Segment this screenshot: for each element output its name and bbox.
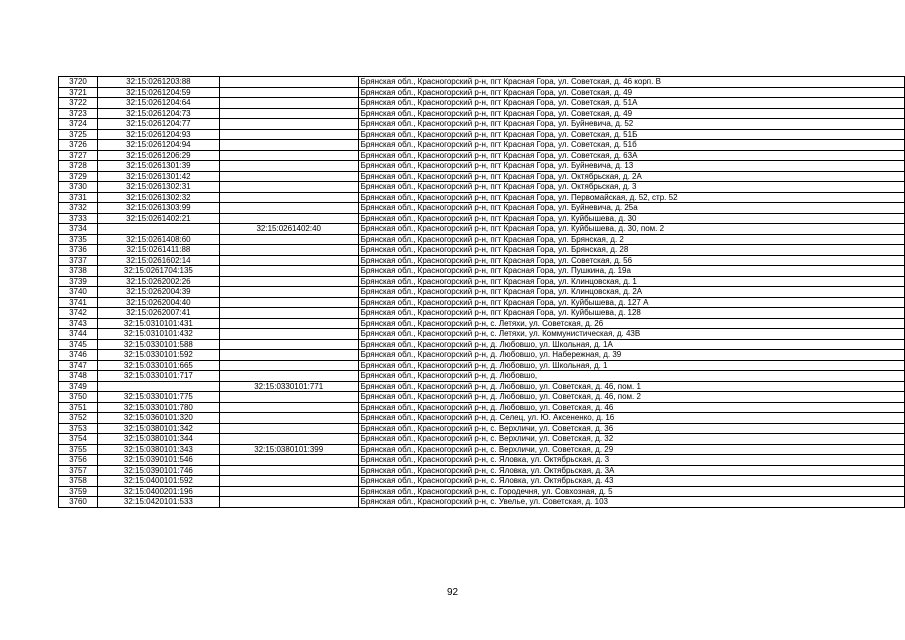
address-cell: Брянская обл., Красногорский р-н, с. Летяхи, ул. Коммунистическая, д. 43В [358, 329, 904, 340]
cadastral-number-cell: 32:15:0390101:746 [97, 465, 219, 476]
cadastral-number-cell: 32:15:0261302:31 [97, 182, 219, 193]
row-number-cell: 3726 [59, 140, 98, 151]
related-cadastral-number-cell [219, 245, 358, 256]
table-row [59, 98, 905, 109]
row-number-cell: 3725 [59, 129, 98, 140]
cadastral-number-cell: 32:15:0262002:26 [97, 276, 219, 287]
cadastral-number-cell: 32:15:0261301:42 [97, 171, 219, 182]
related-cadastral-number-cell [219, 77, 358, 88]
related-cadastral-number-cell [219, 266, 358, 277]
cadastral-number-cell: 32:15:0261204:94 [97, 140, 219, 151]
address-cell: Брянская обл., Красногорский р-н, пгт Красная Гора, ул. Первомайская, д. 52, стр. 52 [358, 192, 904, 203]
address-cell: Брянская обл., Красногорский р-н, пгт Красная Гора, ул. Советская, д. 49 [358, 87, 904, 98]
related-cadastral-number-cell [219, 350, 358, 361]
cadastral-number-cell: 32:15:0330101:592 [97, 350, 219, 361]
cadastral-number-cell [97, 381, 219, 392]
cadastral-number-cell: 32:15:0380101:344 [97, 434, 219, 445]
table-row [59, 413, 905, 424]
address-cell: Брянская обл., Красногорский р-н, пгт Красная Гора, ул. Буйневича, д. 13 [358, 161, 904, 172]
row-number-cell: 3737 [59, 255, 98, 266]
related-cadastral-number-cell [219, 423, 358, 434]
related-cadastral-number-cell [219, 371, 358, 382]
address-cell: Брянская обл., Красногорский р-н, пгт Красная Гора, ул. Советская, д. 63А [358, 150, 904, 161]
address-cell: Брянская обл., Красногорский р-н, д. Селец, ул. Ю. Аксененко, д. 16 [358, 413, 904, 424]
related-cadastral-number-cell [219, 297, 358, 308]
related-cadastral-number-cell [219, 192, 358, 203]
cadastral-number-cell: 32:15:0262007:41 [97, 308, 219, 319]
cadastral-number-cell: 32:15:0261303:99 [97, 203, 219, 214]
cadastral-number-cell: 32:15:0310101:431 [97, 318, 219, 329]
related-cadastral-number-cell [219, 402, 358, 413]
address-cell: Брянская обл., Красногорский р-н, пгт Красная Гора, ул. Советская, д. 51Б [358, 129, 904, 140]
table-row [59, 192, 905, 203]
table-row [59, 402, 905, 413]
related-cadastral-number-cell: 32:15:0330101:771 [219, 381, 358, 392]
cadastral-number-cell: 32:15:0390101:546 [97, 455, 219, 466]
related-cadastral-number-cell [219, 339, 358, 350]
address-cell: Брянская обл., Красногорский р-н, д. Любовшо, ул. Школьная, д. 1А [358, 339, 904, 350]
address-cell: Брянская обл., Красногорский р-н, д. Любовшо, ул. Школьная, д. 1 [358, 360, 904, 371]
address-cell: Брянская обл., Красногорский р-н, пгт Красная Гора, ул. Клинцовская, д. 1 [358, 276, 904, 287]
address-cell: Брянская обл., Красногорский р-н, пгт Красная Гора, ул. Буйневича, д. 25а [358, 203, 904, 214]
row-number-cell: 3731 [59, 192, 98, 203]
cadastral-number-cell: 32:15:0330101:717 [97, 371, 219, 382]
address-cell: Брянская обл., Красногорский р-н, д. Любовшо, [358, 371, 904, 382]
address-cell: Брянская обл., Красногорский р-н, с. Увелье, ул. Советская, д. 103 [358, 497, 904, 508]
table-row [59, 255, 905, 266]
row-number-cell: 3760 [59, 497, 98, 508]
table-row [59, 203, 905, 214]
table-row [59, 360, 905, 371]
related-cadastral-number-cell [219, 276, 358, 287]
table-row [59, 318, 905, 329]
cadastral-number-cell: 32:15:0261704:135 [97, 266, 219, 277]
related-cadastral-number-cell [219, 318, 358, 329]
row-number-cell: 3732 [59, 203, 98, 214]
table-row [59, 287, 905, 298]
row-number-cell: 3738 [59, 266, 98, 277]
table-row [59, 87, 905, 98]
table-row [59, 266, 905, 277]
cadastral-number-cell: 32:15:0261206:29 [97, 150, 219, 161]
row-number-cell: 3750 [59, 392, 98, 403]
row-number-cell: 3739 [59, 276, 98, 287]
table-row [59, 329, 905, 340]
address-cell: Брянская обл., Красногорский р-н, пгт Красная Гора, ул. Брянская, д. 2 [358, 234, 904, 245]
related-cadastral-number-cell [219, 150, 358, 161]
address-cell: Брянская обл., Красногорский р-н, пгт Красная Гора, ул. Буйневича, д. 52 [358, 119, 904, 130]
cadastral-number-cell: 32:15:0380101:342 [97, 423, 219, 434]
row-number-cell: 3736 [59, 245, 98, 256]
address-cell: Брянская обл., Красногорский р-н, с. Верхличи, ул. Советская, д. 36 [358, 423, 904, 434]
related-cadastral-number-cell [219, 455, 358, 466]
address-cell: Брянская обл., Красногорский р-н, пгт Красная Гора, ул. Октябрьская, д. 2А [358, 171, 904, 182]
related-cadastral-number-cell [219, 87, 358, 98]
address-cell: Брянская обл., Красногорский р-н, пгт Красная Гора, ул. Брянская, д. 28 [358, 245, 904, 256]
row-number-cell: 3735 [59, 234, 98, 245]
related-cadastral-number-cell [219, 287, 358, 298]
cadastral-number-cell: 32:15:0330101:588 [97, 339, 219, 350]
address-cell: Брянская обл., Красногорский р-н, пгт Красная Гора, ул. Советская, д. 46 корп. В [358, 77, 904, 88]
address-cell: Брянская обл., Красногорский р-н, пгт Красная Гора, ул. Пушкина, д. 19а [358, 266, 904, 277]
row-number-cell: 3729 [59, 171, 98, 182]
related-cadastral-number-cell [219, 497, 358, 508]
row-number-cell: 3730 [59, 182, 98, 193]
table-row [59, 392, 905, 403]
address-cell: Брянская обл., Красногорский р-н, д. Любовшо, ул. Советская, д. 46, пом. 1 [358, 381, 904, 392]
cadastral-number-cell: 32:15:0262004:39 [97, 287, 219, 298]
address-cell: Брянская обл., Красногорский р-н, с. Яловка, ул. Октябрьская, д. 3 [358, 455, 904, 466]
cadastral-number-cell: 32:15:0400101:592 [97, 476, 219, 487]
row-number-cell: 3746 [59, 350, 98, 361]
address-cell: Брянская обл., Красногорский р-н, пгт Красная Гора, ул. Клинцовская, д. 2А [358, 287, 904, 298]
cadastral-number-cell: 32:15:0261602:14 [97, 255, 219, 266]
related-cadastral-number-cell [219, 392, 358, 403]
address-cell: Брянская обл., Красногорский р-н, д. Любовшо, ул. Советская, д. 46 [358, 402, 904, 413]
related-cadastral-number-cell [219, 486, 358, 497]
related-cadastral-number-cell [219, 465, 358, 476]
row-number-cell: 3721 [59, 87, 98, 98]
row-number-cell: 3740 [59, 287, 98, 298]
page-number: 92 [446, 587, 459, 598]
row-number-cell: 3744 [59, 329, 98, 340]
cadastral-number-cell: 32:15:0261204:59 [97, 87, 219, 98]
row-number-cell: 3733 [59, 213, 98, 224]
table-row [59, 476, 905, 487]
table-row [59, 308, 905, 319]
row-number-cell: 3728 [59, 161, 98, 172]
table-row [59, 77, 905, 88]
row-number-cell: 3743 [59, 318, 98, 329]
row-number-cell: 3745 [59, 339, 98, 350]
cadastral-number-cell: 32:15:0261203:88 [97, 77, 219, 88]
related-cadastral-number-cell [219, 98, 358, 109]
table-row [59, 339, 905, 350]
related-cadastral-number-cell [219, 171, 358, 182]
cadastral-number-cell: 32:15:0261204:64 [97, 98, 219, 109]
table-row [59, 234, 905, 245]
cadastral-number-cell [97, 224, 219, 235]
cadastral-number-cell: 32:15:0261204:77 [97, 119, 219, 130]
table-row [59, 224, 905, 235]
cadastral-number-cell: 32:15:0261204:73 [97, 108, 219, 119]
table-row [59, 371, 905, 382]
related-cadastral-number-cell [219, 434, 358, 445]
row-number-cell: 3724 [59, 119, 98, 130]
table-row [59, 465, 905, 476]
address-cell: Брянская обл., Красногорский р-н, пгт Красная Гора, ул. Советская, д. 51б [358, 140, 904, 151]
cadastral-number-cell: 32:15:0261402:21 [97, 213, 219, 224]
address-cell: Брянская обл., Красногорский р-н, пгт Красная Гора, ул. Советская, д. 56 [358, 255, 904, 266]
table-row [59, 350, 905, 361]
related-cadastral-number-cell [219, 476, 358, 487]
table-row [59, 434, 905, 445]
row-number-cell: 3727 [59, 150, 98, 161]
table-body [59, 77, 905, 508]
table-row [59, 245, 905, 256]
address-cell: Брянская обл., Красногорский р-н, с. Городечня, ул. Совхозная, д. 5 [358, 486, 904, 497]
row-number-cell: 3753 [59, 423, 98, 434]
related-cadastral-number-cell [219, 129, 358, 140]
related-cadastral-number-cell [219, 308, 358, 319]
row-number-cell: 3720 [59, 77, 98, 88]
address-cell: Брянская обл., Красногорский р-н, с. Верхличи, ул. Советская, д. 29 [358, 444, 904, 455]
table-row [59, 108, 905, 119]
table-row [59, 182, 905, 193]
address-cell: Брянская обл., Красногорский р-н, пгт Красная Гора, ул. Куйбышева, д. 127 А [358, 297, 904, 308]
table-row [59, 161, 905, 172]
cadastral-number-cell: 32:15:0261408:60 [97, 234, 219, 245]
related-cadastral-number-cell [219, 213, 358, 224]
row-number-cell: 3723 [59, 108, 98, 119]
row-number-cell: 3752 [59, 413, 98, 424]
table-row [59, 140, 905, 151]
address-cell: Брянская обл., Красногорский р-н, пгт Красная Гора, ул. Советская, д. 51А [358, 98, 904, 109]
related-cadastral-number-cell [219, 108, 358, 119]
table-row [59, 171, 905, 182]
row-number-cell: 3757 [59, 465, 98, 476]
related-cadastral-number-cell [219, 329, 358, 340]
row-number-cell: 3741 [59, 297, 98, 308]
table-row [59, 444, 905, 455]
row-number-cell: 3722 [59, 98, 98, 109]
related-cadastral-number-cell [219, 203, 358, 214]
cadastral-number-cell: 32:15:0360101:320 [97, 413, 219, 424]
table-row [59, 297, 905, 308]
table-row [59, 455, 905, 466]
related-cadastral-number-cell [219, 234, 358, 245]
cadastral-number-cell: 32:15:0261302:32 [97, 192, 219, 203]
related-cadastral-number-cell [219, 182, 358, 193]
row-number-cell: 3751 [59, 402, 98, 413]
cadastral-number-cell: 32:15:0330101:665 [97, 360, 219, 371]
row-number-cell: 3758 [59, 476, 98, 487]
row-number-cell: 3748 [59, 371, 98, 382]
related-cadastral-number-cell [219, 413, 358, 424]
address-cell: Брянская обл., Красногорский р-н, с. Летяхи, ул. Советская, д. 26 [358, 318, 904, 329]
cadastral-number-cell: 32:15:0261204:93 [97, 129, 219, 140]
table-row [59, 213, 905, 224]
table-row [59, 486, 905, 497]
related-cadastral-number-cell [219, 161, 358, 172]
row-number-cell: 3754 [59, 434, 98, 445]
table-row [59, 423, 905, 434]
related-cadastral-number-cell [219, 119, 358, 130]
row-number-cell: 3747 [59, 360, 98, 371]
address-cell: Брянская обл., Красногорский р-н, д. Любовшо, ул. Советская, д. 46, пом. 2 [358, 392, 904, 403]
cadastral-number-cell: 32:15:0400201:196 [97, 486, 219, 497]
address-cell: Брянская обл., Красногорский р-н, с. Верхличи, ул. Советская, д. 32 [358, 434, 904, 445]
cadastral-number-cell: 32:15:0380101:343 [97, 444, 219, 455]
related-cadastral-number-cell: 32:15:0261402:40 [219, 224, 358, 235]
row-number-cell: 3734 [59, 224, 98, 235]
row-number-cell: 3749 [59, 381, 98, 392]
row-number-cell: 3755 [59, 444, 98, 455]
related-cadastral-number-cell [219, 140, 358, 151]
cadastral-number-cell: 32:15:0330101:780 [97, 402, 219, 413]
cadastral-number-cell: 32:15:0261411:88 [97, 245, 219, 256]
row-number-cell: 3756 [59, 455, 98, 466]
address-cell: Брянская обл., Красногорский р-н, пгт Красная Гора, ул. Советская, д. 49 [358, 108, 904, 119]
cadastral-number-cell: 32:15:0310101:432 [97, 329, 219, 340]
address-cell: Брянская обл., Красногорский р-н, пгт Красная Гора, ул. Октябрьская, д. 3 [358, 182, 904, 193]
cadastral-number-cell: 32:15:0261301:39 [97, 161, 219, 172]
cadastral-number-cell: 32:15:0420101:533 [97, 497, 219, 508]
table-row [59, 497, 905, 508]
related-cadastral-number-cell: 32:15:0380101:399 [219, 444, 358, 455]
table-row [59, 276, 905, 287]
address-cell: Брянская обл., Красногорский р-н, д. Любовшо, ул. Набережная, д. 39 [358, 350, 904, 361]
address-cell: Брянская обл., Красногорский р-н, с. Яловка, ул. Октябрьская, д. 3А [358, 465, 904, 476]
related-cadastral-number-cell [219, 360, 358, 371]
row-number-cell: 3742 [59, 308, 98, 319]
cadastral-number-cell: 32:15:0330101:775 [97, 392, 219, 403]
address-cell: Брянская обл., Красногорский р-н, с. Яловка, ул. Октябрьская, д. 43 [358, 476, 904, 487]
table-row [59, 150, 905, 161]
table-row [59, 119, 905, 130]
address-cell: Брянская обл., Красногорский р-н, пгт Красная Гора, ул. Куйбышева, д. 128 [358, 308, 904, 319]
address-cell: Брянская обл., Красногорский р-н, пгт Красная Гора, ул. Куйбышева, д. 30 [358, 213, 904, 224]
address-cell: Брянская обл., Красногорский р-н, пгт Красная Гора, ул. Куйбышева, д. 30, пом. 2 [358, 224, 904, 235]
row-number-cell: 3759 [59, 486, 98, 497]
related-cadastral-number-cell [219, 255, 358, 266]
cadastral-table [58, 76, 905, 508]
table-row [59, 129, 905, 140]
table-row [59, 381, 905, 392]
cadastral-number-cell: 32:15:0262004:40 [97, 297, 219, 308]
